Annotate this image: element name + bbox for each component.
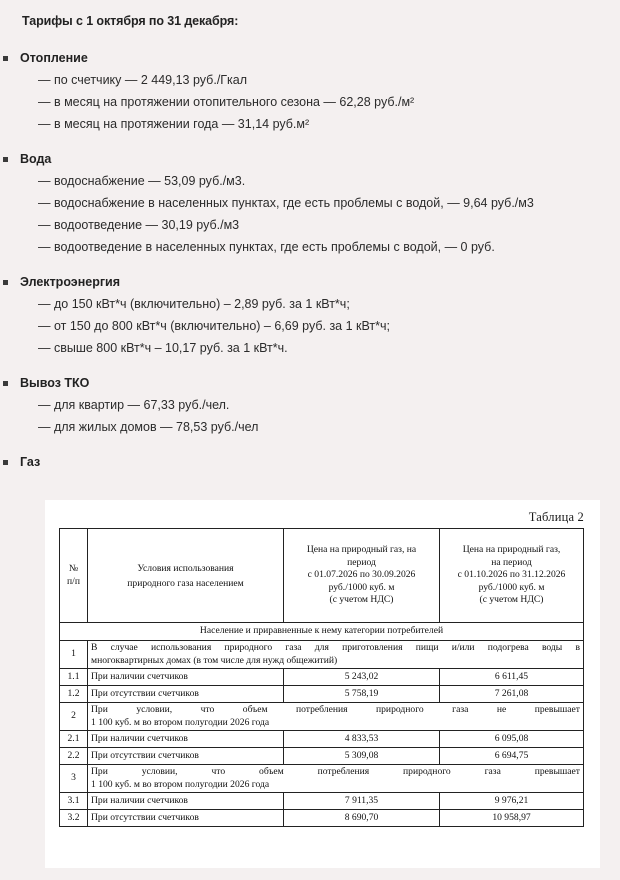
row-number: 3.2 (60, 810, 88, 827)
header-description-line1: Условия использования (137, 562, 234, 574)
row-price-period-2: 6 694,75 (440, 748, 584, 765)
header-number-line2: п/п (67, 575, 80, 587)
row-description: При отсутствии счетчиков (88, 686, 284, 703)
table-row (60, 748, 584, 765)
table-row (60, 731, 584, 748)
header-cell-number (60, 529, 88, 623)
header-cell-period-2 (440, 529, 584, 623)
tariff-group-electricity (0, 274, 620, 359)
tariff-group-water (0, 151, 620, 258)
row-number: 2 (60, 703, 88, 731)
tariff-line: — в месяц на протяжении года — 31,14 руб.м² (38, 117, 310, 131)
row-price-period-1: 5 243,02 (284, 669, 440, 686)
bullet-square-icon (3, 460, 8, 465)
header-period2-line5: (с учетом НДС) (479, 594, 544, 606)
gas-tariff-table (59, 528, 584, 827)
header-period1-line5: (с учетом НДС) (329, 594, 394, 606)
tariff-line: — до 150 кВт*ч (включительно) – 2,89 руб. за 1 кВт*ч; (38, 297, 350, 311)
group-title-waste: Вывоз ТКО (20, 376, 90, 390)
tariff-line: — водоснабжение — 53,09 руб./м3. (38, 174, 246, 188)
tariff-line: — водоотведение в населенных пунктах, где есть проблемы с водой, — 0 руб. (38, 240, 495, 254)
tariff-groups-list (0, 50, 620, 470)
row-price-period-2: 9 976,21 (440, 793, 584, 810)
header-cell-description (88, 529, 284, 623)
tariff-line: — в месяц на протяжении отопительного сезона — 62,28 руб./м² (38, 95, 415, 109)
row-price-period-1: 8 690,70 (284, 810, 440, 827)
page-title: Тарифы с 1 октября по 31 декабря: (22, 14, 239, 28)
row-price-period-1: 7 911,35 (284, 793, 440, 810)
group-items-heating (20, 69, 620, 135)
group-title-heating: Отопление (20, 51, 88, 65)
header-period2-line1: Цена на природный газ, (462, 544, 561, 556)
group-title-water: Вода (20, 152, 52, 166)
table-row (60, 686, 584, 703)
row-price-period-2: 6 611,45 (440, 669, 584, 686)
tariff-group-gas (0, 454, 620, 470)
tariff-line: — водоотведение — 30,19 руб./м3 (38, 218, 240, 232)
group-items-electricity (20, 293, 620, 359)
row-section-text (88, 703, 584, 731)
header-period1-line1: Цена на природный газ, на (306, 544, 417, 556)
table-row (60, 810, 584, 827)
row-price-period-1: 5 309,08 (284, 748, 440, 765)
table-row (60, 641, 584, 669)
row-section-line1: В случае использования природного газа для приготовления пищи и/или подогрева воды в (91, 642, 580, 653)
group-title-gas: Газ (20, 455, 41, 469)
header-cell-period-1 (284, 529, 440, 623)
row-description: При отсутствии счетчиков (88, 748, 284, 765)
group-items-waste (20, 394, 620, 438)
row-section-line2: многоквартирных домах (в том числе для нужд общежитий) (91, 654, 338, 666)
row-description: При отсутствии счетчиков (88, 810, 284, 827)
bullet-square-icon (3, 381, 8, 386)
header-period2-line4: руб./1000 куб. м (478, 581, 545, 593)
row-price-period-2: 6 095,08 (440, 731, 584, 748)
row-number: 3 (60, 765, 88, 793)
table-band-row (60, 623, 584, 641)
gas-tariff-table-figure (45, 500, 600, 868)
row-price-period-2: 7 261,08 (440, 686, 584, 703)
tariff-line: — для квартир — 67,33 руб./чел. (38, 398, 230, 412)
tariff-line: — для жилых домов — 78,53 руб./чел (38, 420, 259, 434)
row-price-period-2: 10 958,97 (440, 810, 584, 827)
header-period1-line2: период (347, 556, 376, 568)
header-period2-line3: с 01.10.2026 по 31.12.2026 (457, 569, 566, 581)
row-section-text (88, 765, 584, 793)
row-section-line2: 1 100 куб. м во втором полугодии 2026 года (91, 716, 270, 728)
group-items-water (20, 170, 620, 258)
header-period2-line2: на период (491, 556, 532, 568)
table-header-row (60, 529, 584, 623)
row-description: При наличии счетчиков (88, 731, 284, 748)
tariff-group-heating (0, 50, 620, 135)
header-description-line2: природного газа населением (127, 577, 244, 589)
table-row (60, 793, 584, 810)
header-number-line1: № (68, 563, 79, 574)
row-number: 3.1 (60, 793, 88, 810)
bullet-square-icon (3, 157, 8, 162)
tariff-line: — водоснабжение в населенных пунктах, где есть проблемы с водой, — 9,64 руб./м3 (38, 196, 534, 210)
row-number: 1 (60, 641, 88, 669)
row-section-line1: При условии, что объем потребления природного газа превышает (91, 766, 580, 777)
row-number: 1.2 (60, 686, 88, 703)
tariff-line: — по счетчику — 2 449,13 руб./Гкал (38, 73, 248, 87)
group-title-electricity: Электроэнергия (20, 275, 121, 289)
row-description: При наличии счетчиков (88, 793, 284, 810)
row-section-text (88, 641, 584, 669)
row-description: При наличии счетчиков (88, 669, 284, 686)
row-number: 2.2 (60, 748, 88, 765)
bullet-square-icon (3, 280, 8, 285)
band-label: Население и приравненные к нему категории потребителей (60, 623, 584, 641)
header-period1-line4: руб./1000 куб. м (328, 581, 395, 593)
bullet-square-icon (3, 56, 8, 61)
tariff-line: — свыше 800 кВт*ч – 10,17 руб. за 1 кВт*ч. (38, 341, 288, 355)
row-number: 1.1 (60, 669, 88, 686)
table-row (60, 669, 584, 686)
table-row (60, 765, 584, 793)
row-number: 2.1 (60, 731, 88, 748)
tariff-group-waste (0, 375, 620, 438)
tariff-line: — от 150 до 800 кВт*ч (включительно) – 6,69 руб. за 1 кВт*ч; (38, 319, 390, 333)
row-price-period-1: 4 833,53 (284, 731, 440, 748)
table-row (60, 703, 584, 731)
header-period1-line3: с 01.07.2026 по 30.09.2026 (307, 569, 416, 581)
table-caption: Таблица 2 (528, 510, 584, 524)
row-price-period-1: 5 758,19 (284, 686, 440, 703)
row-section-line2: 1 100 куб. м во втором полугодии 2026 года (91, 778, 270, 790)
row-section-line1: При условии, что объем потребления природного газа не превышает (91, 704, 580, 715)
